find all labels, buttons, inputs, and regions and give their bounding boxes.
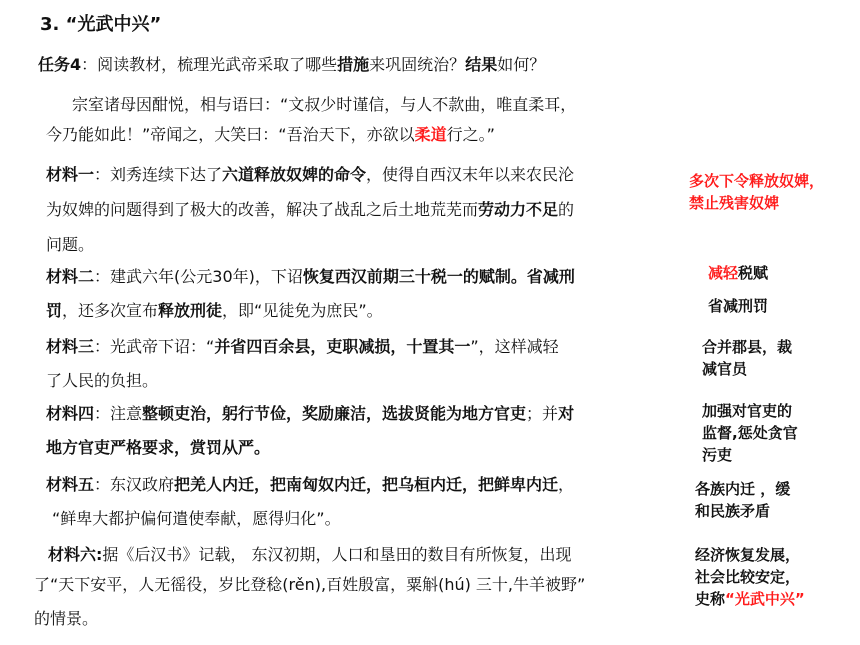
note-line: [695, 588, 805, 610]
material-4-label: 材料四: [46, 404, 95, 423]
material-3-line-1: [46, 332, 559, 362]
material-1-line-2: [46, 195, 574, 225]
note-reduce-tax: [708, 262, 768, 284]
material-6-line-2: 了“天下安平，人无徭役，岁比登稔(rěn),百姓殷富，粟斛(hú) 三十,牛羊被野”: [34, 575, 586, 594]
material-keyword: 把羌人内迁，把南匈奴内迁，把乌桓内迁，把鲜卑内迁: [174, 475, 559, 494]
note-official-supervision: [702, 400, 798, 466]
material-1-label: 材料一: [46, 165, 95, 184]
material-2-line-2: [46, 296, 383, 326]
note-line: 多次下令释放奴婢，: [689, 172, 825, 190]
material-text: ：注意: [94, 404, 143, 423]
note-line: 合并郡县，裁: [702, 338, 793, 356]
material-3-label: 材料三: [46, 337, 95, 356]
note-reduce-penalty: 省减刑罚: [708, 297, 769, 315]
material-text: ，使得自西汉末年以来农民沦: [366, 165, 575, 184]
quote-line-1: 宗室诸母因酣悦，相与语曰：“文叔少时谨信，与人不款曲，唯直柔耳，: [72, 95, 577, 114]
material-5-line-2: “鲜卑大都护偏何遣使奉献，愿得归化”。: [52, 509, 341, 528]
note-line: 经济恢复发展，: [695, 546, 801, 564]
material-6-line-3: 的情景。: [34, 609, 99, 628]
material-6-label: 材料六:: [48, 545, 103, 564]
note-ethnic-migration: [695, 478, 790, 522]
material-keyword: 恢复西汉前期三十税一的赋制。省减刑: [302, 267, 575, 286]
material-1-line-1: [46, 160, 574, 190]
material-keyword: 罚: [46, 301, 63, 320]
note-line: 和民族矛盾: [695, 502, 771, 520]
material-text: ，即“见徒免为庶民”。: [222, 301, 383, 320]
note-line: 各族内迁 ，缓: [695, 480, 791, 498]
quote-text: 今乃能如此！”帝闻之，大笑曰：“吾治天下，亦欲以: [46, 125, 415, 144]
material-text: ”，这样减轻: [470, 337, 559, 356]
material-6-line-1: [48, 540, 572, 570]
note-merge-counties: [702, 336, 792, 380]
note-line: 社会比较安定，: [695, 568, 801, 586]
material-text: ：东汉政府: [94, 475, 175, 494]
material-keyword: 劳动力不足: [478, 200, 559, 219]
note-line: 减官员: [702, 360, 748, 378]
note-line: 监督,惩处贪官: [702, 424, 798, 442]
material-text: 据《后汉书》记载， 东汉初期，人口和垦田的数目有所恢复，出现: [102, 545, 572, 564]
note-line: 禁止残害奴婢: [689, 194, 780, 212]
note-text: 税赋: [738, 264, 769, 282]
material-keyword: 对: [558, 404, 575, 423]
task-text: 如何？: [497, 55, 546, 74]
material-keyword: 并省四百余县，吏职减损，十置其一: [214, 337, 471, 356]
material-4-line-1: [46, 399, 574, 429]
material-2-line-1: [46, 262, 575, 292]
note-highlight: “光武中兴”: [725, 590, 805, 608]
task-label: 任务4: [38, 55, 82, 74]
material-text: ，还多次宣布: [62, 301, 159, 320]
note-line: 加强对官吏的: [702, 402, 793, 420]
material-2-label: 材料二: [46, 267, 95, 286]
material-text: ：光武帝下诏：“: [94, 337, 215, 356]
quote-highlight: 柔道: [414, 125, 447, 144]
material-1-line-3: 问题。: [46, 235, 95, 254]
note-revival: [695, 544, 805, 610]
material-keyword: 整顿吏治，躬行节俭，奖励廉洁，选拔贤能为地方官吏: [142, 404, 527, 423]
quote-text: 行之。”: [446, 125, 495, 144]
material-text: 为奴婢的问题得到了极大的改善，解决了战乱之后土地荒芜而: [46, 200, 479, 219]
material-5-line-1: [46, 470, 574, 500]
material-text: ，: [558, 475, 575, 494]
task-keyword-measures: 措施: [337, 55, 370, 74]
material-keyword: 六道释放奴婢的命令: [222, 165, 367, 184]
note-line: 污吏: [702, 446, 733, 464]
task-keyword-result: 结果: [465, 55, 498, 74]
task-text: ：阅读教材，梳理光武帝采取了哪些: [81, 55, 338, 74]
material-5-label: 材料五: [46, 475, 95, 494]
section-title: 3. “光武中兴”: [40, 14, 162, 35]
note-release-slaves: [689, 170, 824, 214]
task-prompt: [38, 52, 545, 75]
material-text: 的: [558, 200, 575, 219]
material-4-line-2: 地方官吏严格要求，赏罚从严。: [46, 438, 271, 457]
material-text: ；并: [526, 404, 559, 423]
task-text: 来巩固统治？: [369, 55, 466, 74]
quote-line-2: [46, 120, 495, 150]
note-highlight: 减轻: [708, 264, 739, 282]
note-text: 史称: [695, 590, 726, 608]
material-text: ：刘秀连续下达了: [94, 165, 223, 184]
material-text: ：建武六年(公元30年)，下诏: [94, 267, 303, 286]
material-3-line-2: 了人民的负担。: [46, 371, 159, 390]
material-keyword: 释放刑徒: [158, 301, 223, 320]
